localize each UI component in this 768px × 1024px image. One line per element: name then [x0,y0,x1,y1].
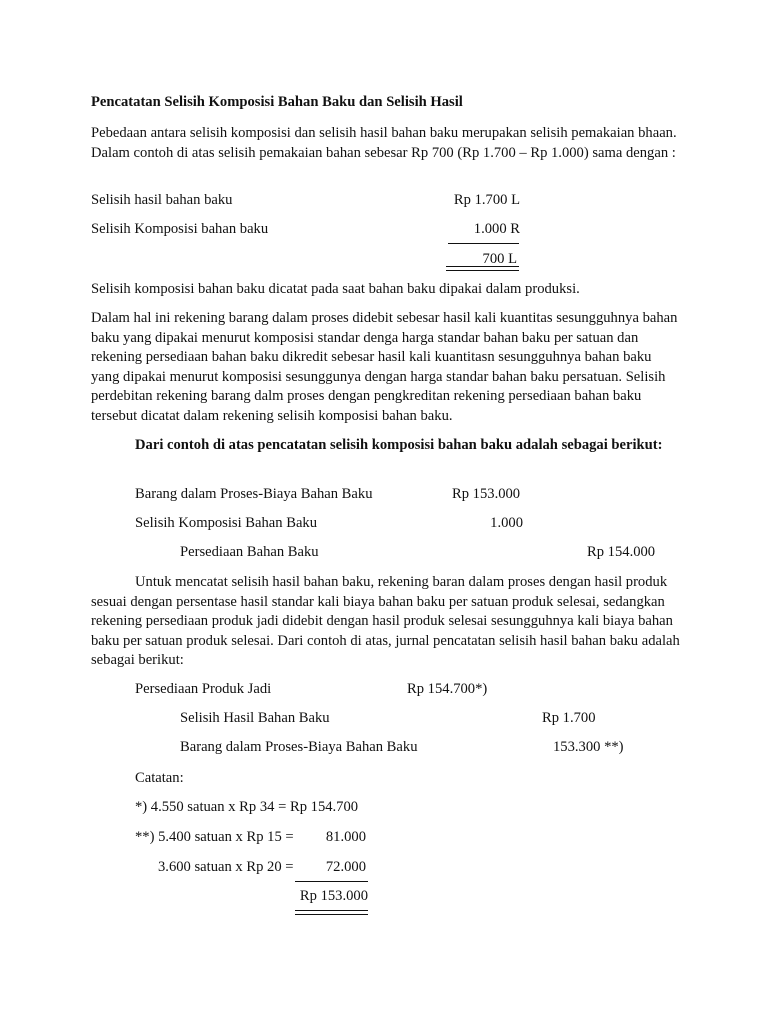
journal1-account-bdp: Barang dalam Proses-Biaya Bahan Baku [135,486,373,502]
notes-total-rule-1 [295,910,368,911]
summary-subtotal-rule [448,243,519,244]
summary-label-hasil: Selisih hasil bahan baku [91,192,233,208]
summary-value-komposisi: 1.000 R [473,221,520,237]
summary-label-komposisi: Selisih Komposisi bahan baku [91,221,269,237]
summary-value-total: 700 L [482,251,517,267]
paragraph-intro: Pebedaan antara selisih komposisi dan selisih hasil bahan baku merupakan selisih pemakaian bhaan. Dalam contoh di atas selisih pemakaian bahan sebesar Rp 700 (Rp 1.700 – Rp 1.000) sama dengan : [91,125,677,161]
journal2-account-produk-jadi: Persediaan Produk Jadi [135,681,272,697]
journal2-account-selisih-hasil: Selisih Hasil Bahan Baku [180,710,330,726]
journal2-debit-produk-jadi: Rp 154.700*) [407,681,488,697]
notes-subtotal-rule [295,881,368,882]
journal2-credit-bdp: 153.300 **) [553,739,624,755]
note-produk-jadi: *) 4.550 satuan x Rp 34 = Rp 154.700 [135,799,359,815]
notes-total-rule-2 [295,914,368,915]
paragraph-komposisi-dicatat: Selisih komposisi bahan baku dicatat pada saat bahan baku dipakai dalam produksi. [91,281,580,297]
note-calc-5400-value: 81.000 [325,829,366,845]
summary-value-hasil: Rp 1.700 L [453,192,520,208]
paragraph-pencatatan-heading: Dari contoh di atas pencatatan selisih komposisi bahan baku adalah sebagai berikut: [135,437,663,453]
note-total: Rp 153.000 [299,888,368,904]
notes-heading: Catatan: [135,770,184,786]
paragraph-rekening: Dalam hal ini rekening barang dalam proses didebit sebesar hasil kali kuantitas sesungguhnya bahan baku yang dipakai menurut komposisi standar denga harga standar bahan baku per satuan dan rekening persediaan bahan baku dikredit sebesar hasil kali kuantitasn sesungguhnya bahan baku yang dipakai menurut komposisi sesunggunya dengan harga standar bahan baku persatuan. Selisih perdebitan rekening barang dalm proses dengan pengkreditan rekening persediaan bahan baku tersebut dicatat dalam rekening selisih komposisi bahan baku. [91,310,678,424]
journal1-debit-selisih: 1.000 [490,515,523,531]
note-calc-3600-label: 3.600 satuan x Rp 20 = [158,859,294,875]
paragraph-selisih-hasil: Untuk mencatat selisih hasil bahan baku, rekening baran dalam proses dengan hasil produk sesuai dengan persentase hasil standar kali biaya bahan baku per satuan produk selesai, sedangkan rekening persediaan produk jadi didebit dengan hasil produk selesai sesungguhnya kali biaya bahan baku per satuan produk selesai. Dari contoh di atas, jurnal pencatatan selisih hasil bahan baku adalah sebagai berikut: [91,574,680,668]
summary-total-rule-2 [446,270,519,271]
journal1-credit-persediaan: Rp 154.000 [587,544,656,560]
journal1-account-persediaan: Persediaan Bahan Baku [180,544,319,560]
journal1-account-selisih: Selisih Komposisi Bahan Baku [135,515,318,531]
journal1-debit-bdp: Rp 153.000 [452,486,521,502]
document-title: Pencatatan Selisih Komposisi Bahan Baku dan Selisih Hasil [91,94,463,110]
journal2-account-bdp: Barang dalam Proses-Biaya Bahan Baku [180,739,418,755]
note-calc-3600-value: 72.000 [325,859,366,875]
note-calc-5400-label: **) 5.400 satuan x Rp 15 = [135,829,294,845]
summary-total-rule-1 [446,266,519,267]
journal2-credit-selisih-hasil: Rp 1.700 [542,710,596,726]
